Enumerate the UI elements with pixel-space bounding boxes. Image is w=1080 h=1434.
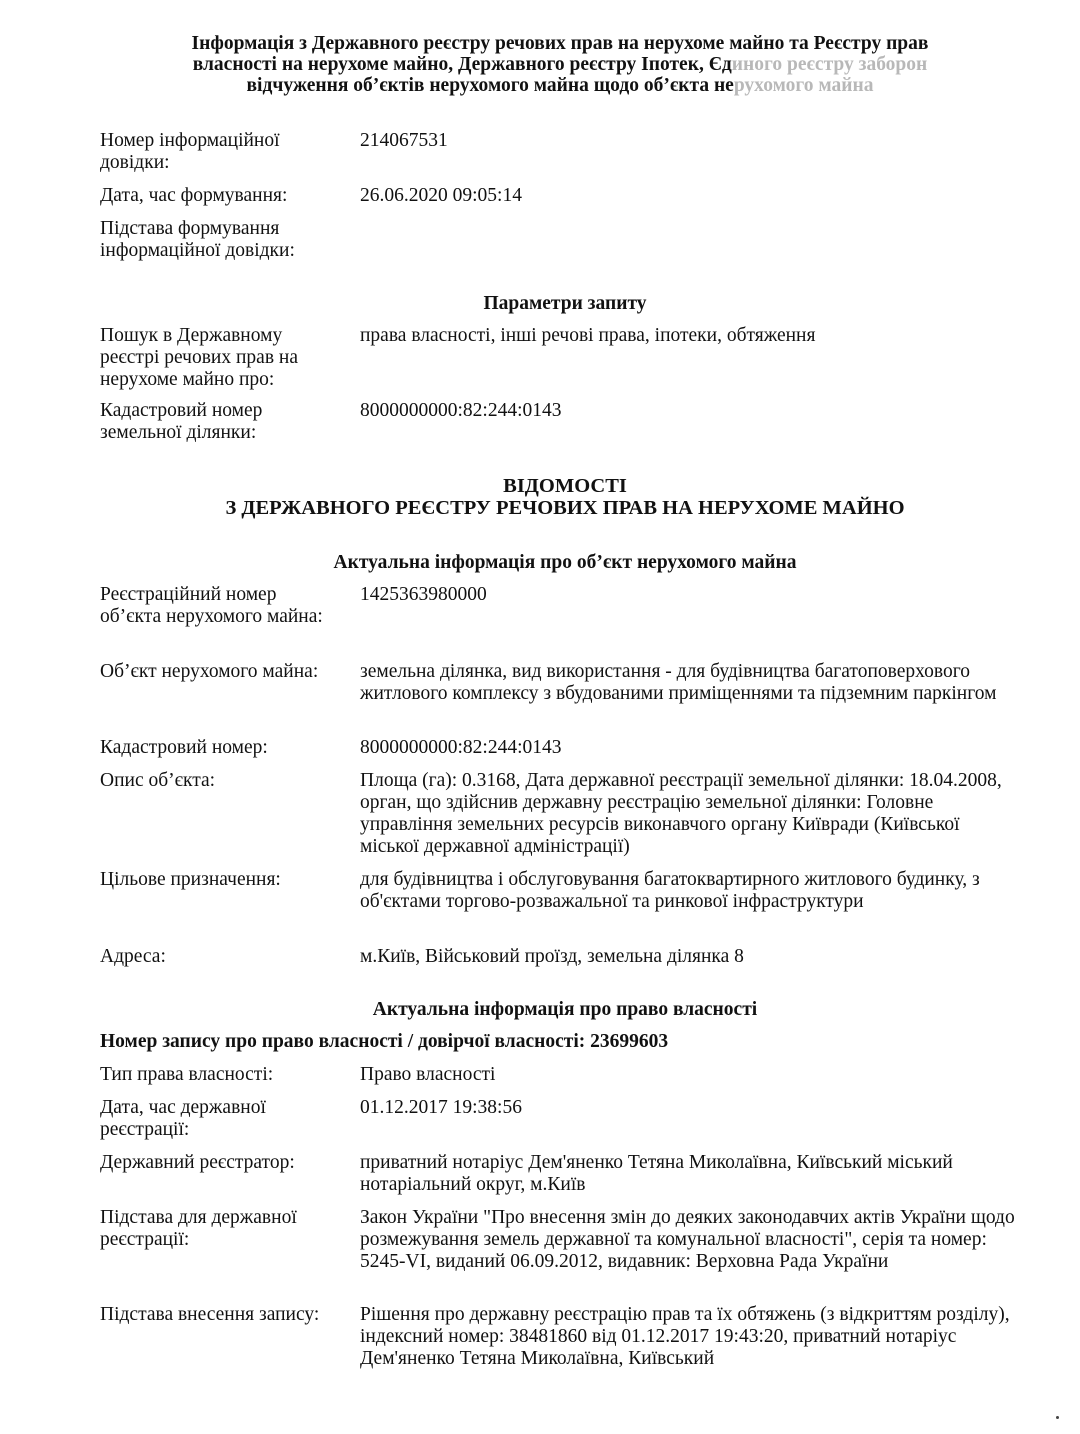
field-cadastral-number-query [100,400,1020,444]
ownership-record-number: Номер запису про право власності / довірчої власності: 23699603 [100,1031,669,1052]
field-formation-basis [100,218,1020,262]
field-formation-datetime [100,185,1020,207]
field-label: Об’єкт нерухомого майна: [100,661,319,682]
field-object-description [100,770,1020,858]
field-value: 8000000000:82:244:0143 [360,400,562,421]
field-label: Підстава формування інформаційної довідки: [100,218,295,261]
field-label: Тип права власності: [100,1064,274,1085]
field-label: Кадастровий номер: [100,737,268,758]
field-label: Номер інформаційної довідки: [100,130,280,173]
field-value: 01.12.2017 19:38:56 [360,1097,522,1118]
field-value: для будівництва і обслуговування багатоквартирного житлового будинку, з об'єктами торгово-розважальної та ринкової інфраструктури [360,869,980,912]
ownership-info-heading: Актуальна інформація про право власності [372,999,758,1020]
field-record-basis [100,1304,1020,1370]
field-label: Адреса: [100,946,166,967]
field-registration-datetime [100,1097,1020,1141]
field-cadastral-number [100,737,1020,759]
title-line-2-faded-text: иного реєстру заборон [731,54,928,75]
field-value: приватний нотаріус Дем'яненко Тетяна Миколаївна, Київський міський нотаріальний округ, м.Київ [360,1152,953,1195]
field-label: Державний реєстратор: [100,1152,295,1173]
page-dot [1056,1416,1059,1419]
field-target-purpose [100,869,1020,935]
field-object-type [100,661,1020,727]
object-info-heading: Актуальна інформація про об’єкт нерухомого майна [333,552,797,573]
field-label: Підстава внесення запису: [100,1304,320,1325]
title-line-3 [120,75,1000,96]
field-value: земельна ділянка, вид використання - для будівництва багатоповерхового житлового комплексу з вбудованими приміщеннями та підземним паркінгом [360,661,997,704]
title-line-2-text: власності на нерухоме майно, Державного реєстру Іпотек, Єд [192,54,732,75]
field-value: м.Київ, Військовий проїзд, земельна ділянка 8 [360,946,744,967]
field-value: права власності, інші речові права, іпотеки, обтяження [360,325,816,346]
field-value: Закон України "Про внесення змін до деяких законодавчих актів України щодо розмежування земель державної та комунальної власності", серія та номер: 5245-VI, виданий 06.09.2012, видавник: Верховна Рада України [360,1207,1015,1272]
field-object-reg-number [100,584,1020,650]
field-label: Кадастровий номер земельної ділянки: [100,400,263,443]
field-value: 214067531 [360,130,448,151]
field-info-number [100,130,1020,174]
field-state-registrar [100,1152,1020,1196]
query-params-heading: Параметри запиту [483,293,647,314]
title-line-3-faded-text: рухомого майна [733,75,874,96]
field-label: Підстава для державної реєстрації: [100,1207,297,1250]
field-label: Дата, час державної реєстрації: [100,1097,266,1140]
registry-heading-line-1: ВІДОМОСТІ [503,475,627,497]
field-registration-basis [100,1207,1020,1295]
field-label: Цільове призначення: [100,869,281,890]
field-value: Площа (га): 0.3168, Дата державної реєстрації земельної ділянки: 18.04.2008, орган, що здійснив державну реєстрацію земельної ділянки: Головне управління земельних ресурсів виконавчого органу Київради (Київської міської державної адміністрації) [360,770,1002,857]
document-title [120,33,1000,96]
field-search-scope [100,325,1020,391]
field-value: 26.06.2020 09:05:14 [360,185,522,206]
title-line-2 [120,54,1000,75]
title-line-1: Інформація з Державного реєстру речових прав на нерухоме майно та Реєстру прав [191,33,929,54]
registry-heading [100,475,1030,519]
title-line-3-text: відчуження об’єктів нерухомого майна щодо об’єкта не [246,75,734,96]
field-label: Реєстраційний номер об’єкта нерухомого майна: [100,584,323,627]
registry-heading-line-2: З ДЕРЖАВНОГО РЕЄСТРУ РЕЧОВИХ ПРАВ НА НЕРУХОМЕ МАЙНО [225,497,905,519]
field-ownership-type [100,1064,1020,1086]
field-address [100,946,1020,968]
field-label: Пошук в Державному реєстрі речових прав на нерухоме майно про: [100,325,298,390]
field-label: Опис об’єкта: [100,770,216,791]
field-value: 1425363980000 [360,584,487,605]
field-value: Рішення про державну реєстрацію прав та їх обтяжень (з відкриттям розділу), індексний номер: 38481860 від 01.12.2017 19:43:20, приватний нотаріус Дем'яненко Тетяна Миколаївна, Київський [360,1304,1010,1369]
field-value: 8000000000:82:244:0143 [360,737,562,758]
field-value: Право власності [360,1064,496,1085]
field-label: Дата, час формування: [100,185,288,206]
